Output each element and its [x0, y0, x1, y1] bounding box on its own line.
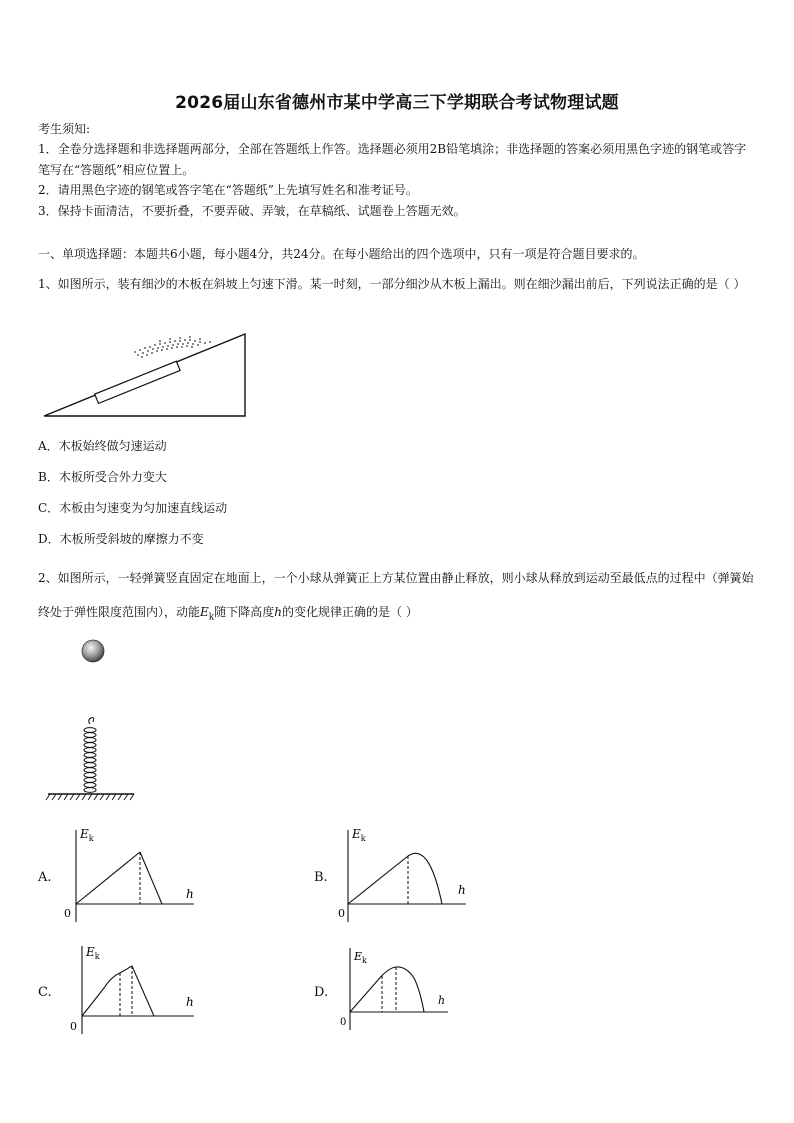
graph-a-origin: 0 [64, 907, 71, 920]
graph-a-label: A. [38, 870, 52, 885]
incline-figure [40, 328, 250, 420]
section-title: 一、单项选择题：本题共6小题，每小题4分，共24分。在每小题给出的四个选项中，只有一项是符合题目要求的。 [38, 247, 645, 261]
graph-b-y-label: $E_k$ [352, 827, 366, 843]
graph-d-label: D. [314, 985, 329, 1000]
graph-a-x-label: h [186, 887, 194, 901]
q2-stem-part2: 随下降高度 [214, 605, 275, 619]
q2-stem-part1: 2、如图所示，一轻弹簧竖直固定在地面上，一个小球从弹簧正上方某位置由静止释放，则小球从释放到运动至最低点的过程中（弹簧始终处于弹性限度范围内），动能 [38, 571, 754, 619]
notice-item-1: 1．全卷分选择题和非选择题两部分，全部在答题纸上作答。选择题必须用2B铅笔填涂；非选择题的答案必须用黑色字迹的钢笔或答字笔写在“答题纸”相应位置上。 [38, 142, 747, 177]
graph-c-y-label: $E_k$ [86, 945, 100, 961]
graph-c [64, 938, 204, 1038]
graph-d-y-label: $E_k$ [354, 950, 367, 965]
graph-c-label: C. [38, 985, 52, 1000]
graph-b [336, 822, 476, 927]
graph-b-label: B. [314, 870, 328, 885]
q2-stem-part3: 的变化规律正确的是（ ） [282, 605, 418, 619]
graph-d-origin: 0 [340, 1017, 347, 1028]
graph-d [336, 938, 456, 1033]
graph-c-x-label: h [186, 995, 194, 1009]
ek-symbol: E [200, 605, 209, 619]
ball-spring-figure [44, 636, 144, 806]
h-symbol: h [274, 605, 282, 619]
page-title: 2026届山东省德州市某中学高三下学期联合考试物理试题 [175, 93, 619, 113]
graph-b-x-label: h [458, 883, 466, 897]
graph-c-origin: 0 [70, 1020, 77, 1033]
notice-item-2: 2．请用黑色字迹的钢笔或答字笔在“答题纸”上先填写姓名和准考证号。 [38, 183, 418, 197]
ek-subscript: k [208, 612, 215, 623]
q1-option-c: C．木板由匀速变为匀加速直线运动 [38, 501, 228, 515]
notice-heading: 考生须知: [38, 122, 91, 136]
graph-a-y-label: $E_k$ [80, 827, 94, 843]
notice-item-3: 3．保持卡面清洁，不要折叠，不要弄破、弄皱，在草稿纸、试题卷上答题无效。 [38, 204, 466, 218]
question-2-stem [38, 561, 762, 634]
q1-option-d: D．木板所受斜坡的摩擦力不变 [38, 532, 204, 546]
q1-option-a: A．木板始终做匀速运动 [38, 439, 167, 453]
graph-b-origin: 0 [338, 907, 345, 920]
question-1-stem: 1、如图所示，装有细沙的木板在斜坡上匀速下滑。某一时刻，一部分细沙从木板上漏出。则在细沙漏出前后，下列说法正确的是（ ） [38, 277, 746, 291]
graph-d-x-label: h [438, 994, 446, 1007]
q1-option-b: B．木板所受合外力变大 [38, 470, 167, 484]
graph-a [60, 822, 200, 927]
